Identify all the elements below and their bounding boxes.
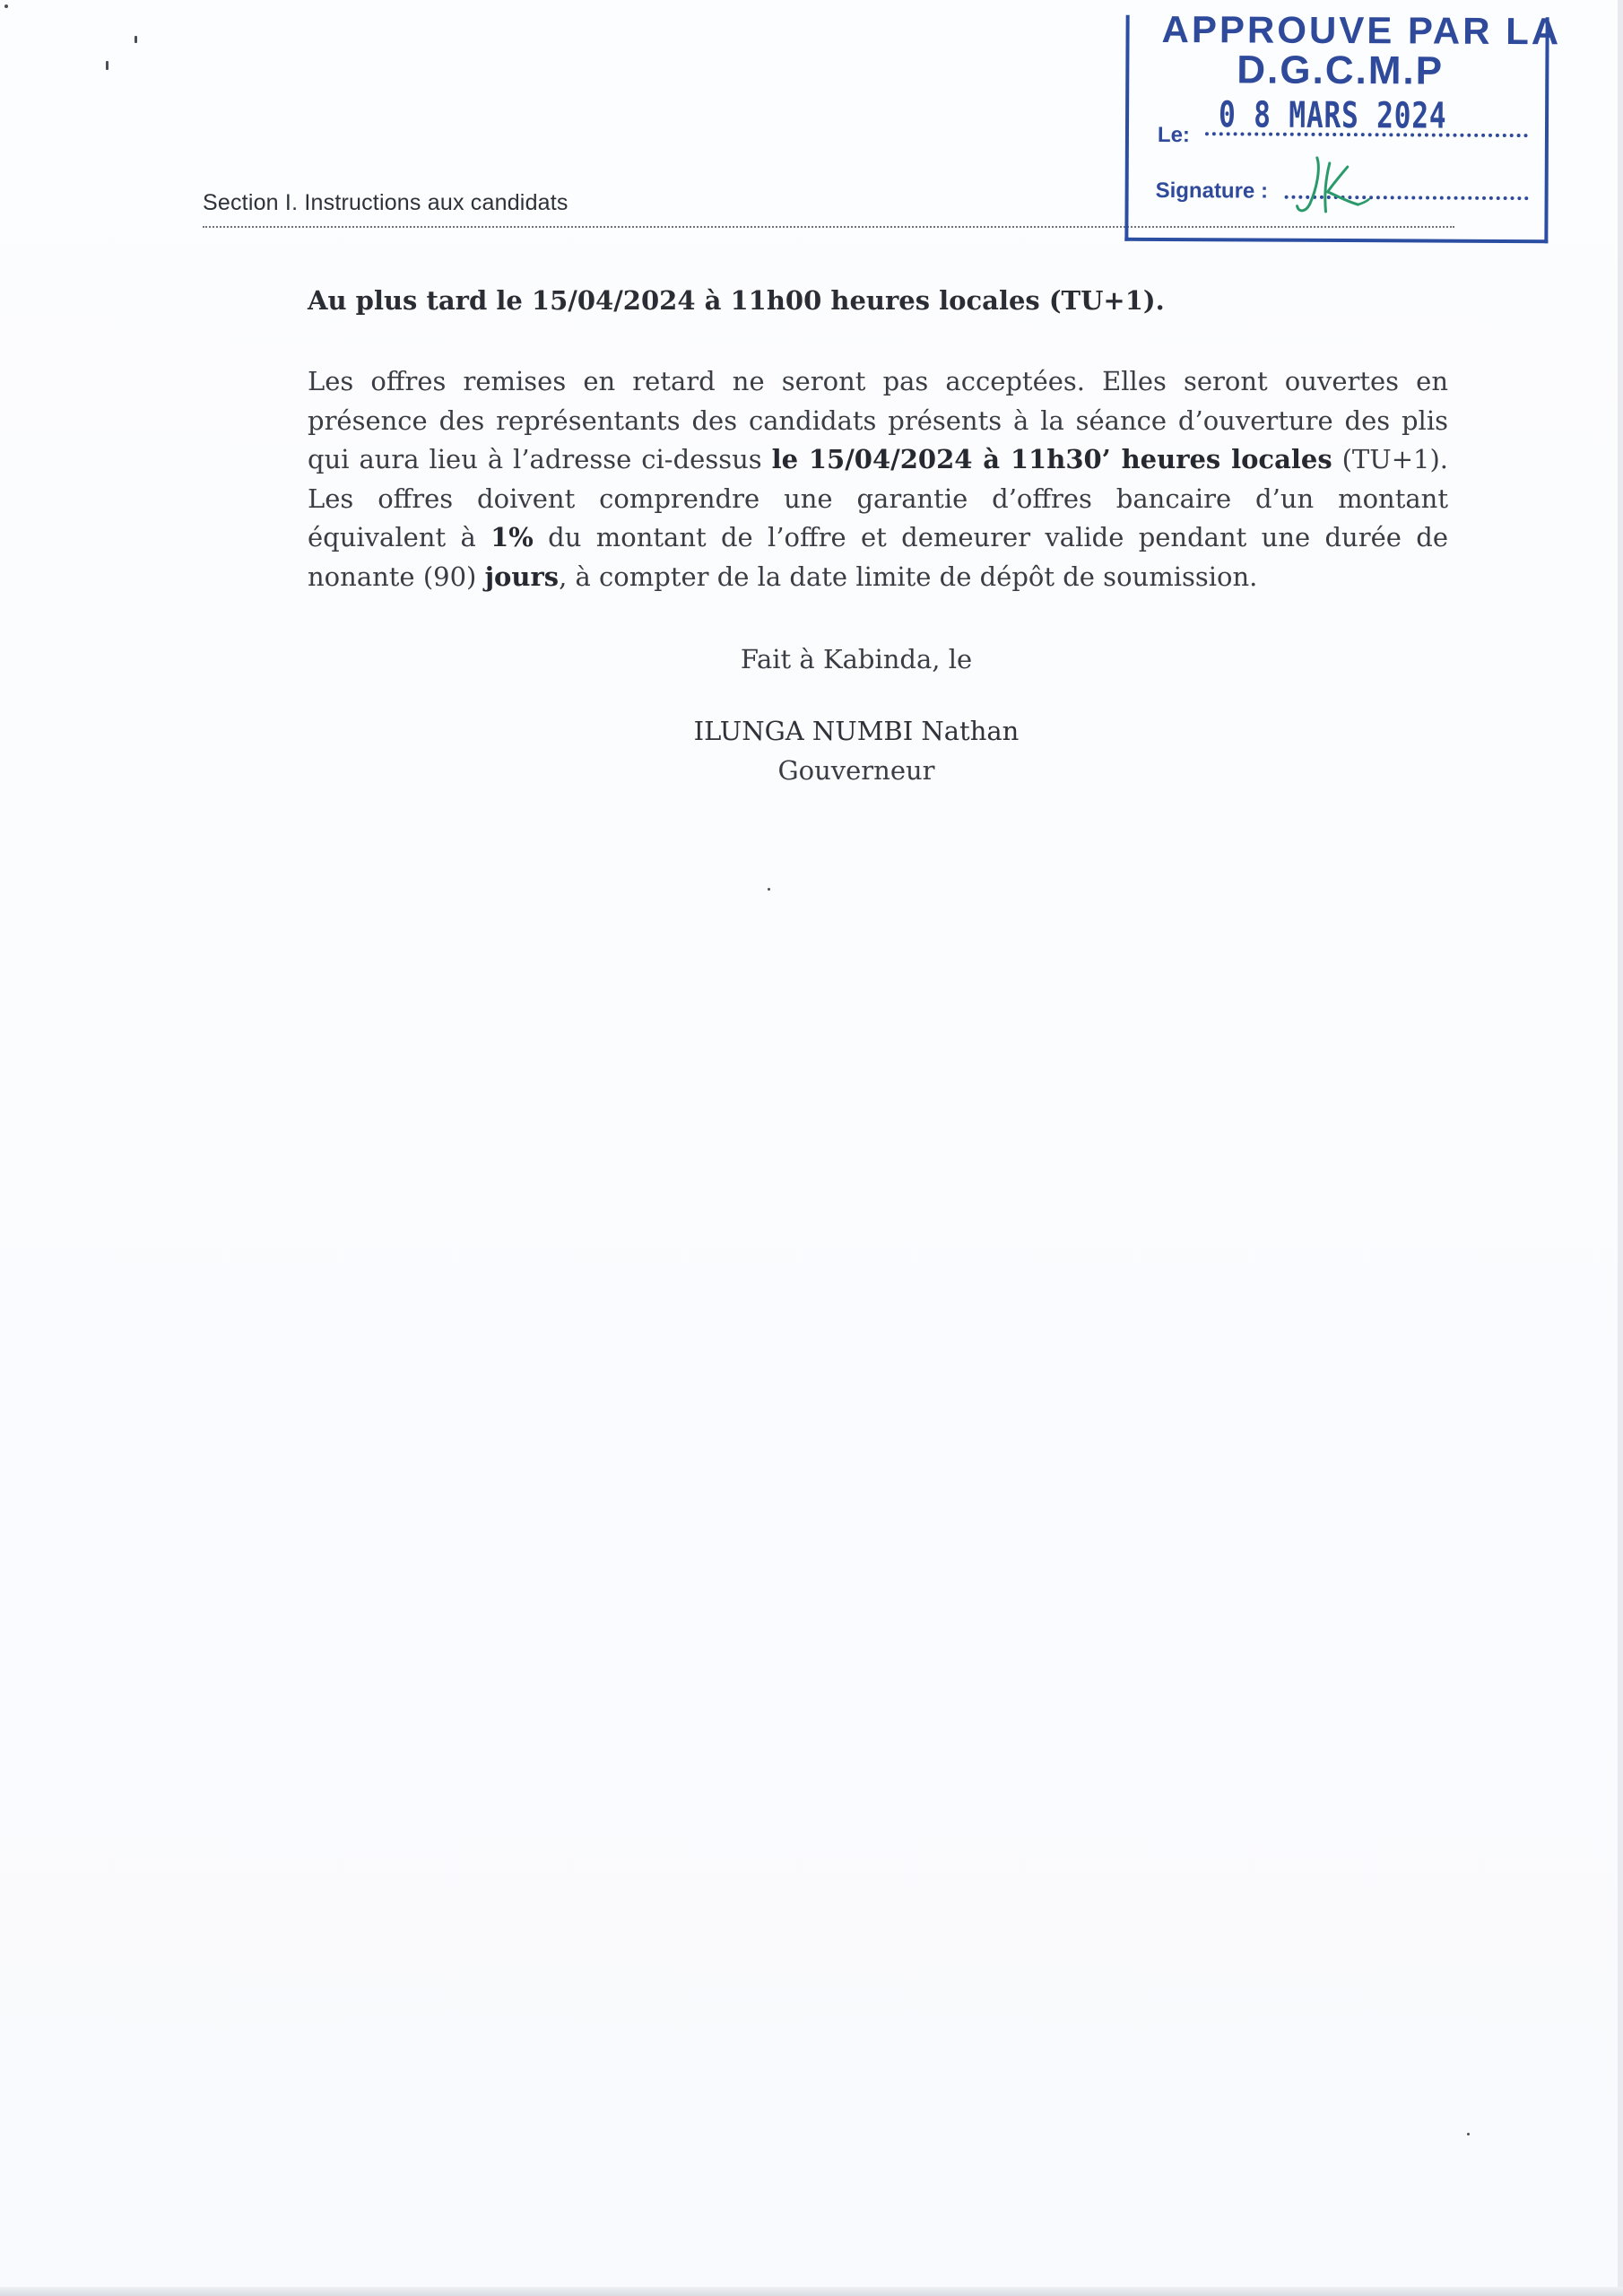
opening-session-datetime: le 15/04/2024 à 11h30’ heures locales bbox=[771, 444, 1332, 474]
paragraph-text: (TU+1). Les offres doivent comprendre une garantie d’offres bancaire d’un montant équivalent à bbox=[308, 444, 1448, 552]
paragraph-text: du montant de l’offre et demeurer valide pendant une durée de nonante (90) bbox=[308, 522, 1448, 592]
validity-unit: jours bbox=[484, 561, 560, 592]
scan-speck bbox=[768, 888, 770, 891]
paragraph-text: Les offres remises en retard ne seront pas acceptées. Elles seront ouvertes en présence des représentants des candidats présents à la séance d’ouverture des plis qui aura lieu à l’adresse ci-dessus bbox=[308, 366, 1448, 474]
scan-edge bbox=[1618, 0, 1623, 2296]
scan-edge bbox=[0, 2287, 1623, 2296]
guarantee-percentage: 1% bbox=[490, 522, 534, 552]
stamp-date-value: 0 8 MARS 2024 bbox=[1218, 94, 1447, 137]
submission-deadline: Au plus tard le 15/04/2024 à 11h00 heures locales (TU+1). bbox=[308, 285, 1165, 316]
scan-speck bbox=[106, 61, 108, 70]
stamp-date-dotted-line bbox=[1205, 132, 1528, 137]
section-header: Section I. Instructions aux candidats bbox=[203, 190, 568, 215]
signer-title: Gouverneur bbox=[777, 755, 935, 786]
place-and-date: Fait à Kabinda, le bbox=[740, 644, 973, 674]
paragraph-text: , à compter de la date limite de dépôt de soumission. bbox=[559, 561, 1258, 592]
stamp-date-label: Le: bbox=[1157, 122, 1191, 148]
stamp-authority: D.G.C.M.P bbox=[1237, 48, 1445, 93]
offers-paragraph bbox=[308, 362, 1448, 596]
handwritten-signature-icon bbox=[1289, 151, 1370, 222]
signer-name: ILUNGA NUMBI Nathan bbox=[693, 716, 1020, 746]
scan-speck bbox=[4, 4, 8, 8]
approval-stamp bbox=[1124, 7, 1562, 243]
scan-speck bbox=[1467, 2133, 1470, 2135]
scan-speck bbox=[135, 36, 137, 43]
stamp-approval-text: APPROUVE PAR LA bbox=[1161, 7, 1562, 53]
stamp-signature-label: Signature : bbox=[1155, 178, 1269, 204]
